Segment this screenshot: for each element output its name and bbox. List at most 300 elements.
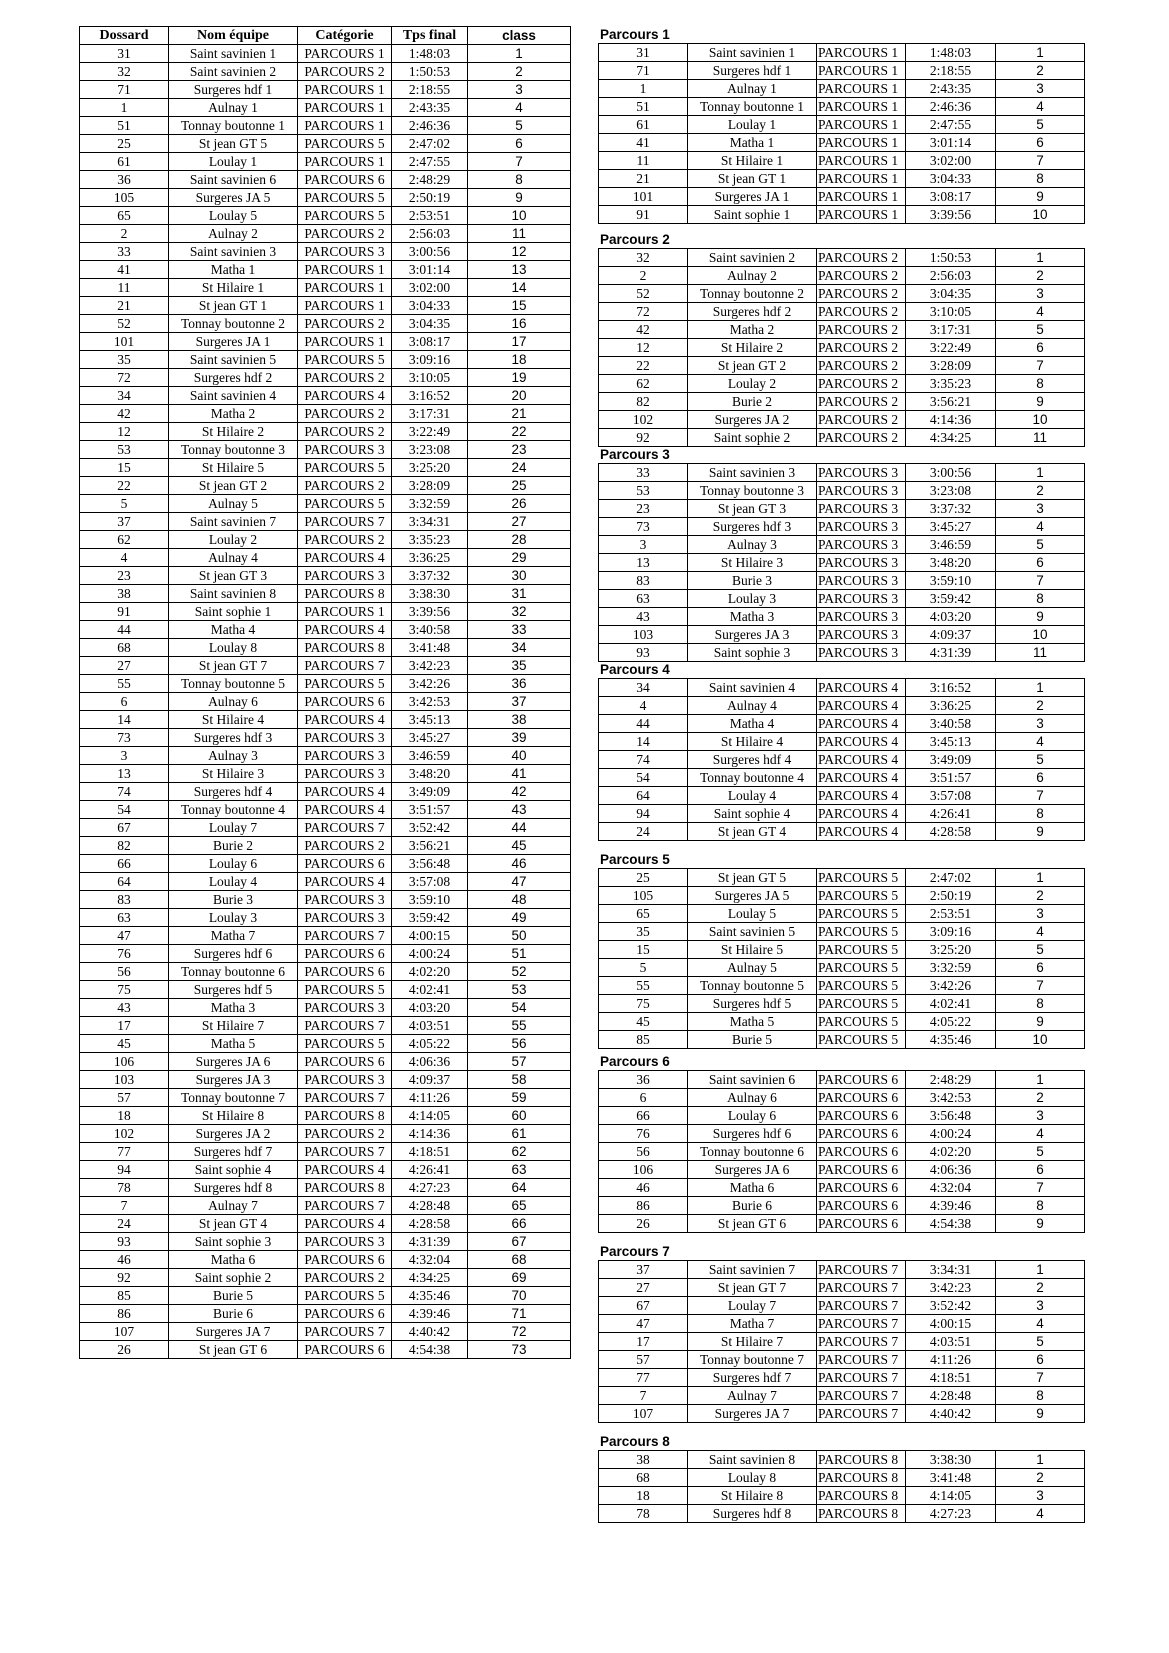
table-row bbox=[80, 351, 571, 369]
team-name-cell: Tonnay boutonne 2 bbox=[688, 285, 817, 303]
table-row bbox=[599, 500, 1085, 518]
category-cell: PARCOURS 3 bbox=[298, 765, 392, 783]
dossard-cell: 63 bbox=[599, 590, 688, 608]
final-time-cell: 4:54:38 bbox=[906, 1215, 996, 1233]
table-row bbox=[599, 249, 1085, 267]
table-row bbox=[599, 206, 1085, 224]
category-cell: PARCOURS 4 bbox=[817, 697, 906, 715]
team-name-cell: St Hilaire 7 bbox=[169, 1017, 298, 1035]
final-time-cell: 4:02:41 bbox=[392, 981, 468, 999]
category-cell: PARCOURS 7 bbox=[817, 1405, 906, 1423]
rank-cell: 38 bbox=[468, 711, 571, 729]
category-cell: PARCOURS 4 bbox=[298, 621, 392, 639]
rank-cell: 6 bbox=[996, 134, 1085, 152]
team-name-cell: Burie 3 bbox=[169, 891, 298, 909]
final-time-cell: 3:34:31 bbox=[906, 1261, 996, 1279]
table-row bbox=[599, 1031, 1085, 1049]
final-time-cell: 4:00:15 bbox=[906, 1315, 996, 1333]
dossard-cell: 76 bbox=[599, 1125, 688, 1143]
team-name-cell: Burie 6 bbox=[169, 1305, 298, 1323]
dossard-cell: 91 bbox=[80, 603, 169, 621]
final-time-cell: 4:02:41 bbox=[906, 995, 996, 1013]
header-categorie: Catégorie bbox=[298, 27, 392, 45]
final-time-cell: 3:08:17 bbox=[906, 188, 996, 206]
dossard-cell: 27 bbox=[599, 1279, 688, 1297]
dossard-cell: 103 bbox=[80, 1071, 169, 1089]
rank-cell: 37 bbox=[468, 693, 571, 711]
table-row bbox=[599, 626, 1085, 644]
category-cell: PARCOURS 3 bbox=[298, 891, 392, 909]
category-cell: PARCOURS 8 bbox=[817, 1451, 906, 1469]
table-row bbox=[80, 711, 571, 729]
dossard-cell: 36 bbox=[599, 1071, 688, 1089]
final-time-cell: 4:26:41 bbox=[906, 805, 996, 823]
rank-cell: 9 bbox=[996, 393, 1085, 411]
dossard-cell: 47 bbox=[80, 927, 169, 945]
dossard-cell: 35 bbox=[599, 923, 688, 941]
table-row bbox=[80, 243, 571, 261]
category-cell: PARCOURS 4 bbox=[817, 679, 906, 697]
dossard-cell: 42 bbox=[80, 405, 169, 423]
rank-cell: 1 bbox=[468, 45, 571, 63]
final-time-cell: 4:03:51 bbox=[906, 1333, 996, 1351]
table-row bbox=[80, 459, 571, 477]
table-row bbox=[80, 171, 571, 189]
table-row bbox=[80, 963, 571, 981]
team-name-cell: Surgeres hdf 8 bbox=[169, 1179, 298, 1197]
team-name-cell: Tonnay boutonne 6 bbox=[169, 963, 298, 981]
dossard-cell: 72 bbox=[599, 303, 688, 321]
final-time-cell: 2:43:35 bbox=[906, 80, 996, 98]
table-row bbox=[599, 303, 1085, 321]
rank-cell: 4 bbox=[996, 303, 1085, 321]
team-name-cell: St jean GT 3 bbox=[169, 567, 298, 585]
dossard-cell: 52 bbox=[80, 315, 169, 333]
rank-cell: 53 bbox=[468, 981, 571, 999]
category-cell: PARCOURS 3 bbox=[817, 518, 906, 536]
category-cell: PARCOURS 7 bbox=[298, 1197, 392, 1215]
dossard-cell: 18 bbox=[599, 1487, 688, 1505]
final-time-cell: 3:36:25 bbox=[392, 549, 468, 567]
rank-cell: 51 bbox=[468, 945, 571, 963]
final-time-cell: 3:00:56 bbox=[392, 243, 468, 261]
table-row bbox=[80, 657, 571, 675]
rank-cell: 8 bbox=[996, 375, 1085, 393]
parcours-group-title: Parcours 7 bbox=[600, 1244, 670, 1259]
team-name-cell: Aulnay 2 bbox=[688, 267, 817, 285]
final-time-cell: 3:36:25 bbox=[906, 697, 996, 715]
final-time-cell: 1:50:53 bbox=[906, 249, 996, 267]
dossard-cell: 1 bbox=[599, 80, 688, 98]
team-name-cell: Tonnay boutonne 5 bbox=[688, 977, 817, 995]
final-time-cell: 3:04:33 bbox=[906, 170, 996, 188]
category-cell: PARCOURS 3 bbox=[817, 572, 906, 590]
team-name-cell: Aulnay 1 bbox=[688, 80, 817, 98]
dossard-cell: 32 bbox=[599, 249, 688, 267]
category-cell: PARCOURS 2 bbox=[298, 837, 392, 855]
table-row bbox=[80, 1125, 571, 1143]
header-class: class bbox=[468, 27, 571, 45]
category-cell: PARCOURS 7 bbox=[817, 1369, 906, 1387]
final-time-cell: 3:37:32 bbox=[392, 567, 468, 585]
dossard-cell: 15 bbox=[80, 459, 169, 477]
table-row bbox=[599, 411, 1085, 429]
final-time-cell: 3:02:00 bbox=[906, 152, 996, 170]
rank-cell: 47 bbox=[468, 873, 571, 891]
parcours-group-title: Parcours 3 bbox=[600, 447, 670, 462]
rank-cell: 15 bbox=[468, 297, 571, 315]
final-time-cell: 2:56:03 bbox=[906, 267, 996, 285]
category-cell: PARCOURS 2 bbox=[817, 267, 906, 285]
final-time-cell: 3:56:48 bbox=[392, 855, 468, 873]
team-name-cell: Tonnay boutonne 6 bbox=[688, 1143, 817, 1161]
team-name-cell: Saint sophie 4 bbox=[688, 805, 817, 823]
dossard-cell: 7 bbox=[599, 1387, 688, 1405]
table-row bbox=[599, 715, 1085, 733]
dossard-cell: 1 bbox=[80, 99, 169, 117]
table-row bbox=[599, 1143, 1085, 1161]
table-row bbox=[80, 855, 571, 873]
rank-cell: 5 bbox=[996, 536, 1085, 554]
rank-cell: 4 bbox=[996, 1125, 1085, 1143]
final-time-cell: 3:51:57 bbox=[392, 801, 468, 819]
dossard-cell: 56 bbox=[599, 1143, 688, 1161]
table-row bbox=[599, 1315, 1085, 1333]
dossard-cell: 53 bbox=[80, 441, 169, 459]
rank-cell: 9 bbox=[996, 1405, 1085, 1423]
final-time-cell: 4:03:51 bbox=[392, 1017, 468, 1035]
rank-cell: 66 bbox=[468, 1215, 571, 1233]
dossard-cell: 23 bbox=[599, 500, 688, 518]
rank-cell: 26 bbox=[468, 495, 571, 513]
final-time-cell: 4:09:37 bbox=[906, 626, 996, 644]
dossard-cell: 94 bbox=[599, 805, 688, 823]
table-row bbox=[80, 747, 571, 765]
table-row bbox=[599, 1089, 1085, 1107]
team-name-cell: Tonnay boutonne 1 bbox=[688, 98, 817, 116]
table-row bbox=[80, 729, 571, 747]
table-row bbox=[80, 1143, 571, 1161]
dossard-cell: 67 bbox=[80, 819, 169, 837]
rank-cell: 8 bbox=[996, 995, 1085, 1013]
category-cell: PARCOURS 3 bbox=[298, 243, 392, 261]
category-cell: PARCOURS 6 bbox=[298, 171, 392, 189]
category-cell: PARCOURS 5 bbox=[298, 207, 392, 225]
table-row bbox=[599, 769, 1085, 787]
dossard-cell: 37 bbox=[80, 513, 169, 531]
team-name-cell: Matha 5 bbox=[688, 1013, 817, 1031]
parcours-results-table bbox=[598, 1070, 1085, 1233]
category-cell: PARCOURS 5 bbox=[817, 905, 906, 923]
parcours-results-table bbox=[598, 1260, 1085, 1423]
final-time-cell: 3:59:42 bbox=[906, 590, 996, 608]
dossard-cell: 18 bbox=[80, 1107, 169, 1125]
dossard-cell: 68 bbox=[80, 639, 169, 657]
category-cell: PARCOURS 1 bbox=[298, 45, 392, 63]
final-time-cell: 3:40:58 bbox=[906, 715, 996, 733]
team-name-cell: St Hilaire 7 bbox=[688, 1333, 817, 1351]
final-time-cell: 3:45:27 bbox=[392, 729, 468, 747]
category-cell: PARCOURS 7 bbox=[298, 1143, 392, 1161]
rank-cell: 1 bbox=[996, 464, 1085, 482]
rank-cell: 5 bbox=[996, 1333, 1085, 1351]
table-row bbox=[80, 225, 571, 243]
team-name-cell: Surgeres JA 1 bbox=[169, 333, 298, 351]
dossard-cell: 21 bbox=[80, 297, 169, 315]
dossard-cell: 17 bbox=[80, 1017, 169, 1035]
final-time-cell: 3:34:31 bbox=[392, 513, 468, 531]
dossard-cell: 61 bbox=[80, 153, 169, 171]
table-row bbox=[599, 188, 1085, 206]
table-row bbox=[80, 1287, 571, 1305]
category-cell: PARCOURS 3 bbox=[298, 567, 392, 585]
final-time-cell: 4:28:58 bbox=[392, 1215, 468, 1233]
final-time-cell: 3:42:53 bbox=[906, 1089, 996, 1107]
dossard-cell: 57 bbox=[599, 1351, 688, 1369]
parcours-results-table bbox=[598, 678, 1085, 841]
team-name-cell: Matha 5 bbox=[169, 1035, 298, 1053]
rank-cell: 1 bbox=[996, 679, 1085, 697]
rank-cell: 11 bbox=[468, 225, 571, 243]
rank-cell: 9 bbox=[996, 1215, 1085, 1233]
dossard-cell: 83 bbox=[80, 891, 169, 909]
category-cell: PARCOURS 7 bbox=[298, 819, 392, 837]
team-name-cell: Surgeres JA 1 bbox=[688, 188, 817, 206]
team-name-cell: Surgeres JA 6 bbox=[169, 1053, 298, 1071]
table-row bbox=[599, 823, 1085, 841]
dossard-cell: 85 bbox=[599, 1031, 688, 1049]
dossard-cell: 32 bbox=[80, 63, 169, 81]
table-row bbox=[599, 1405, 1085, 1423]
category-cell: PARCOURS 4 bbox=[817, 715, 906, 733]
final-time-cell: 3:17:31 bbox=[906, 321, 996, 339]
category-cell: PARCOURS 6 bbox=[817, 1179, 906, 1197]
rank-cell: 27 bbox=[468, 513, 571, 531]
dossard-cell: 82 bbox=[599, 393, 688, 411]
team-name-cell: Loulay 8 bbox=[169, 639, 298, 657]
rank-cell: 69 bbox=[468, 1269, 571, 1287]
table-row bbox=[80, 477, 571, 495]
dossard-cell: 101 bbox=[599, 188, 688, 206]
rank-cell: 44 bbox=[468, 819, 571, 837]
category-cell: PARCOURS 5 bbox=[817, 923, 906, 941]
final-time-cell: 1:50:53 bbox=[392, 63, 468, 81]
table-row bbox=[80, 567, 571, 585]
rank-cell: 8 bbox=[996, 170, 1085, 188]
team-name-cell: Surgeres JA 3 bbox=[688, 626, 817, 644]
rank-cell: 7 bbox=[468, 153, 571, 171]
final-time-cell: 3:23:08 bbox=[392, 441, 468, 459]
rank-cell: 55 bbox=[468, 1017, 571, 1035]
table-row bbox=[599, 905, 1085, 923]
dossard-cell: 86 bbox=[80, 1305, 169, 1323]
category-cell: PARCOURS 3 bbox=[298, 729, 392, 747]
team-name-cell: Burie 6 bbox=[688, 1197, 817, 1215]
team-name-cell: St jean GT 5 bbox=[688, 869, 817, 887]
team-name-cell: Aulnay 6 bbox=[169, 693, 298, 711]
table-row bbox=[599, 116, 1085, 134]
table-row bbox=[599, 697, 1085, 715]
category-cell: PARCOURS 1 bbox=[817, 62, 906, 80]
category-cell: PARCOURS 4 bbox=[298, 783, 392, 801]
team-name-cell: Tonnay boutonne 4 bbox=[169, 801, 298, 819]
rank-cell: 59 bbox=[468, 1089, 571, 1107]
final-time-cell: 3:42:23 bbox=[906, 1279, 996, 1297]
rank-cell: 2 bbox=[996, 697, 1085, 715]
final-time-cell: 1:48:03 bbox=[392, 45, 468, 63]
final-time-cell: 4:18:51 bbox=[392, 1143, 468, 1161]
table-row bbox=[599, 134, 1085, 152]
rank-cell: 9 bbox=[996, 188, 1085, 206]
category-cell: PARCOURS 3 bbox=[817, 608, 906, 626]
category-cell: PARCOURS 6 bbox=[817, 1089, 906, 1107]
dossard-cell: 75 bbox=[599, 995, 688, 1013]
category-cell: PARCOURS 5 bbox=[298, 189, 392, 207]
table-row bbox=[80, 549, 571, 567]
team-name-cell: Surgeres hdf 7 bbox=[169, 1143, 298, 1161]
team-name-cell: Burie 3 bbox=[688, 572, 817, 590]
rank-cell: 65 bbox=[468, 1197, 571, 1215]
team-name-cell: Surgeres hdf 5 bbox=[169, 981, 298, 999]
dossard-cell: 72 bbox=[80, 369, 169, 387]
rank-cell: 10 bbox=[996, 626, 1085, 644]
final-time-cell: 4:54:38 bbox=[392, 1341, 468, 1359]
table-row bbox=[80, 297, 571, 315]
category-cell: PARCOURS 5 bbox=[298, 459, 392, 477]
final-time-cell: 3:10:05 bbox=[906, 303, 996, 321]
rank-cell: 7 bbox=[996, 572, 1085, 590]
category-cell: PARCOURS 7 bbox=[298, 927, 392, 945]
category-cell: PARCOURS 6 bbox=[298, 963, 392, 981]
rank-cell: 4 bbox=[996, 733, 1085, 751]
dossard-cell: 56 bbox=[80, 963, 169, 981]
table-row bbox=[80, 981, 571, 999]
dossard-cell: 44 bbox=[599, 715, 688, 733]
final-time-cell: 1:48:03 bbox=[906, 44, 996, 62]
dossard-cell: 34 bbox=[80, 387, 169, 405]
team-name-cell: Loulay 2 bbox=[169, 531, 298, 549]
team-name-cell: St Hilaire 4 bbox=[688, 733, 817, 751]
dossard-cell: 62 bbox=[80, 531, 169, 549]
category-cell: PARCOURS 6 bbox=[817, 1125, 906, 1143]
team-name-cell: Matha 1 bbox=[688, 134, 817, 152]
dossard-cell: 82 bbox=[80, 837, 169, 855]
table-row bbox=[80, 1179, 571, 1197]
team-name-cell: Tonnay boutonne 7 bbox=[688, 1351, 817, 1369]
final-time-cell: 4:28:58 bbox=[906, 823, 996, 841]
final-time-cell: 3:46:59 bbox=[392, 747, 468, 765]
parcours-group-title: Parcours 4 bbox=[600, 662, 670, 677]
rank-cell: 7 bbox=[996, 977, 1085, 995]
dossard-cell: 46 bbox=[80, 1251, 169, 1269]
team-name-cell: Aulnay 3 bbox=[688, 536, 817, 554]
parcours-group-title: Parcours 8 bbox=[600, 1434, 670, 1449]
team-name-cell: Saint savinien 7 bbox=[169, 513, 298, 531]
table-row bbox=[80, 801, 571, 819]
category-cell: PARCOURS 1 bbox=[298, 297, 392, 315]
category-cell: PARCOURS 2 bbox=[817, 357, 906, 375]
final-time-cell: 2:50:19 bbox=[392, 189, 468, 207]
category-cell: PARCOURS 7 bbox=[817, 1351, 906, 1369]
category-cell: PARCOURS 1 bbox=[817, 152, 906, 170]
rank-cell: 3 bbox=[996, 1297, 1085, 1315]
table-row bbox=[599, 1279, 1085, 1297]
team-name-cell: Matha 3 bbox=[169, 999, 298, 1017]
team-name-cell: Saint sophie 2 bbox=[688, 429, 817, 447]
rank-cell: 5 bbox=[996, 116, 1085, 134]
team-name-cell: Surgeres JA 7 bbox=[169, 1323, 298, 1341]
team-name-cell: Surgeres JA 5 bbox=[688, 887, 817, 905]
table-row bbox=[80, 891, 571, 909]
final-time-cell: 3:38:30 bbox=[392, 585, 468, 603]
table-row bbox=[599, 321, 1085, 339]
parcours-results-table bbox=[598, 1450, 1085, 1523]
table-row bbox=[80, 423, 571, 441]
rank-cell: 7 bbox=[996, 152, 1085, 170]
category-cell: PARCOURS 7 bbox=[817, 1279, 906, 1297]
team-name-cell: St jean GT 4 bbox=[688, 823, 817, 841]
rank-cell: 14 bbox=[468, 279, 571, 297]
rank-cell: 4 bbox=[996, 923, 1085, 941]
table-row bbox=[80, 99, 571, 117]
rank-cell: 1 bbox=[996, 249, 1085, 267]
category-cell: PARCOURS 3 bbox=[817, 554, 906, 572]
rank-cell: 1 bbox=[996, 1261, 1085, 1279]
category-cell: PARCOURS 5 bbox=[817, 941, 906, 959]
dossard-cell: 6 bbox=[80, 693, 169, 711]
dossard-cell: 57 bbox=[80, 1089, 169, 1107]
final-time-cell: 3:02:00 bbox=[392, 279, 468, 297]
rank-cell: 2 bbox=[996, 1089, 1085, 1107]
table-row bbox=[80, 765, 571, 783]
rank-cell: 28 bbox=[468, 531, 571, 549]
final-time-cell: 2:47:02 bbox=[906, 869, 996, 887]
dossard-cell: 106 bbox=[80, 1053, 169, 1071]
final-time-cell: 4:34:25 bbox=[906, 429, 996, 447]
team-name-cell: Loulay 3 bbox=[169, 909, 298, 927]
table-row bbox=[80, 693, 571, 711]
category-cell: PARCOURS 1 bbox=[298, 153, 392, 171]
dossard-cell: 43 bbox=[599, 608, 688, 626]
category-cell: PARCOURS 6 bbox=[298, 855, 392, 873]
table-row bbox=[599, 1297, 1085, 1315]
rank-cell: 24 bbox=[468, 459, 571, 477]
dossard-cell: 67 bbox=[599, 1297, 688, 1315]
final-time-cell: 4:35:46 bbox=[906, 1031, 996, 1049]
parcours-group-title: Parcours 1 bbox=[600, 27, 670, 42]
dossard-cell: 54 bbox=[599, 769, 688, 787]
final-time-cell: 3:08:17 bbox=[392, 333, 468, 351]
category-cell: PARCOURS 1 bbox=[817, 44, 906, 62]
final-time-cell: 4:31:39 bbox=[392, 1233, 468, 1251]
team-name-cell: Loulay 5 bbox=[169, 207, 298, 225]
parcours-results-table bbox=[598, 248, 1085, 447]
dossard-cell: 24 bbox=[80, 1215, 169, 1233]
table-row bbox=[599, 733, 1085, 751]
team-name-cell: Loulay 1 bbox=[688, 116, 817, 134]
category-cell: PARCOURS 6 bbox=[817, 1161, 906, 1179]
category-cell: PARCOURS 3 bbox=[298, 747, 392, 765]
team-name-cell: Loulay 5 bbox=[688, 905, 817, 923]
category-cell: PARCOURS 8 bbox=[817, 1469, 906, 1487]
rank-cell: 10 bbox=[468, 207, 571, 225]
parcours-results-table bbox=[598, 463, 1085, 662]
rank-cell: 60 bbox=[468, 1107, 571, 1125]
table-row bbox=[80, 1233, 571, 1251]
category-cell: PARCOURS 6 bbox=[817, 1071, 906, 1089]
rank-cell: 1 bbox=[996, 1451, 1085, 1469]
table-row bbox=[80, 1215, 571, 1233]
